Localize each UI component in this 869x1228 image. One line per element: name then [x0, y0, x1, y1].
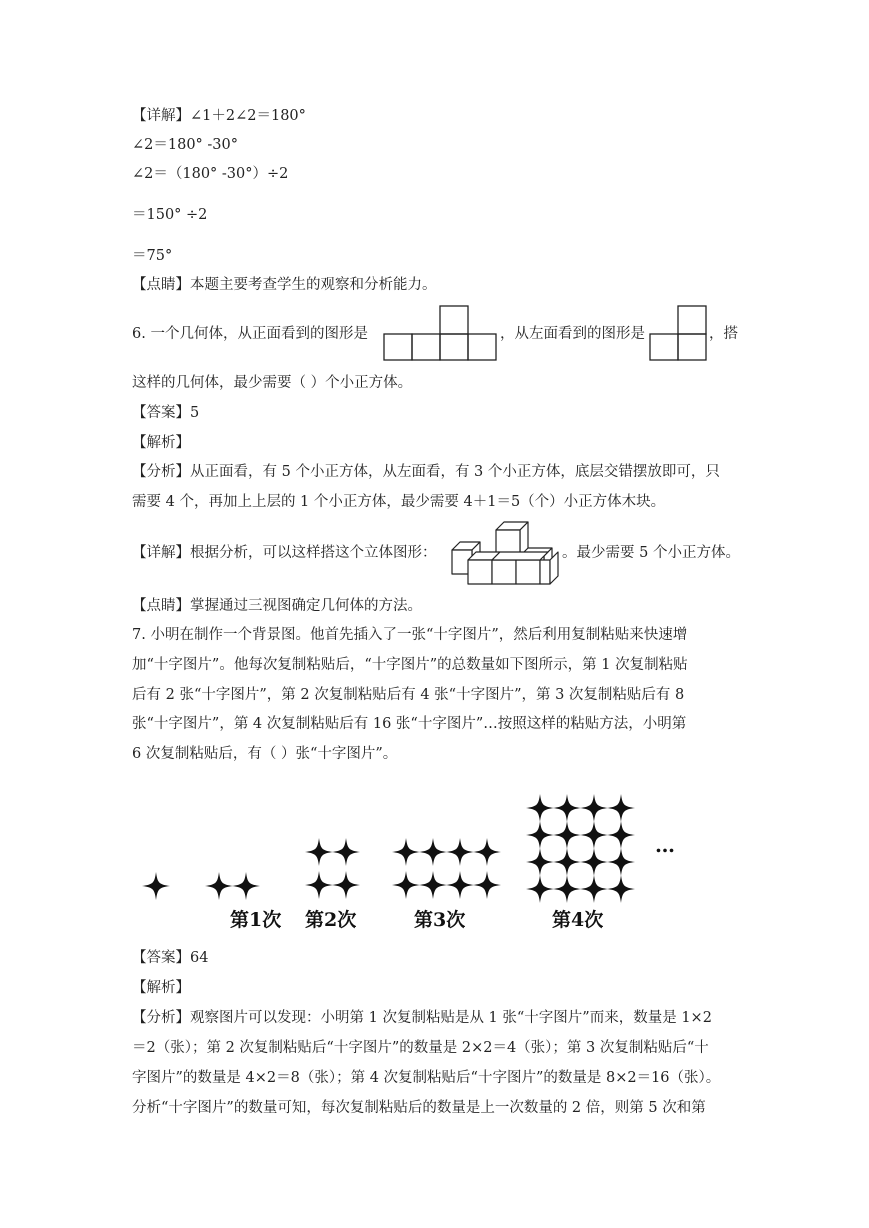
step-4-star-icon — [526, 875, 554, 903]
q6-detail-text-b: 。最少需要 5 个小正方体。 — [562, 545, 740, 561]
explain-line-2: ∠2＝180° -30° — [132, 137, 239, 153]
step-1-star-icon — [232, 872, 260, 900]
step-4-star-icon — [553, 875, 581, 903]
explain-line-4: ＝150° ÷2 — [132, 207, 208, 223]
step-2-star-icon — [305, 871, 333, 899]
step-2-star-icon — [332, 838, 360, 866]
q6-text-b: ，从左面看到的图形是 — [500, 326, 645, 342]
step-3-star-icon — [446, 871, 474, 899]
cube-stack-figure — [450, 520, 562, 586]
dianjing-line: 【点睛】本题主要考查学生的观察和分析能力。 — [132, 277, 437, 293]
q7-line-3: 后有 2 张“十字图片”，第 2 次复制粘贴后有 4 张“十字图片”，第 3 次复制粘贴后有 8 — [132, 687, 685, 703]
q6-dianjing: 【点睛】掌握通过三视图确定几何体的方法。 — [132, 598, 422, 614]
step-3-star-icon — [392, 838, 420, 866]
step-4-star-icon — [526, 848, 554, 876]
step-3-star-icon — [473, 871, 501, 899]
ellipsis-mark: … — [655, 833, 675, 857]
explain-line-1: 【详解】∠1＋2∠2＝180° — [132, 108, 306, 124]
step-4-star-icon — [553, 848, 581, 876]
step-3-star-icon — [419, 838, 447, 866]
step-2-star-icon — [332, 871, 360, 899]
step-3-star-icon — [473, 838, 501, 866]
step-4-star-icon — [580, 794, 608, 822]
cross-pictures-figure — [130, 780, 690, 940]
q6-analysis-heading: 【解析】 — [132, 435, 190, 451]
q6-question-line-2: 这样的几何体，最少需要（ ）个小正方体。 — [132, 375, 413, 391]
caption-1: 第1次 — [230, 909, 282, 931]
q6-text-a: 6. 一个几何体，从正面看到的图形是 — [132, 326, 368, 342]
step-4-star-icon — [526, 794, 554, 822]
step-4-star-icon — [553, 794, 581, 822]
q6-answer: 【答案】5 — [132, 405, 200, 421]
q7-analysis-line-2: ＝2（张）；第 2 次复制粘贴后“十字图片”的数量是 2×2＝4（张）；第 3 次复制粘贴后“十 — [132, 1040, 709, 1056]
q7-line-2: 加“十字图片”。他每次复制粘贴后，“十字图片”的总数量如下图所示，第 1 次复制粘贴 — [132, 657, 688, 673]
caption-3: 第3次 — [414, 909, 466, 931]
q7-line-4: 张“十字图片”，第 4 次复制粘贴后有 16 张“十字图片”…按照这样的粘贴方法，小明第 — [132, 716, 687, 732]
step-4-star-icon — [607, 875, 635, 903]
step-1-star-icon — [205, 872, 233, 900]
left-view-figure — [648, 304, 708, 362]
original-star-icon — [142, 872, 170, 900]
step-4-star-icon — [553, 821, 581, 849]
q7-analysis-line-1: 【分析】观察图片可以发现：小明第 1 次复制粘贴是从 1 张“十字图片”而来，数量是 1×2 — [132, 1010, 712, 1026]
explain-line-5: ＝75° — [132, 248, 173, 264]
explain-line-3: ∠2＝（180° -30°）÷2 — [132, 166, 289, 182]
step-4-star-icon — [607, 821, 635, 849]
q7-analysis-line-3: 字图片”的数量是 4×2＝8（张）；第 4 次复制粘贴后“十字图片”的数量是 8×2＝16（张）。 — [132, 1070, 721, 1086]
q7-analysis-line-4: 分析“十字图片”的数量可知，每次复制粘贴后的数量是上一次数量的 2 倍，则第 5 次和第 — [132, 1100, 706, 1116]
step-4-star-icon — [607, 848, 635, 876]
caption-4: 第4次 — [552, 909, 604, 931]
step-4-star-icon — [607, 794, 635, 822]
step-2-star-icon — [305, 838, 333, 866]
front-view-figure — [382, 304, 498, 362]
step-4-star-icon — [526, 821, 554, 849]
q6-analysis-line-1: 【分析】从正面看，有 5 个小正方体，从左面看，有 3 个小正方体，底层交错摆放即可，只 — [132, 464, 720, 480]
step-3-star-icon — [446, 838, 474, 866]
caption-2: 第2次 — [305, 909, 357, 931]
q7-answer: 【答案】64 — [132, 950, 209, 966]
step-4-star-icon — [580, 875, 608, 903]
step-4-star-icon — [580, 821, 608, 849]
step-3-star-icon — [419, 871, 447, 899]
q7-analysis-heading: 【解析】 — [132, 980, 190, 996]
step-4-star-icon — [580, 848, 608, 876]
q7-line-5: 6 次复制粘贴后，有（ ）张“十字图片”。 — [132, 746, 398, 762]
q6-question-line-1 — [132, 324, 368, 344]
q6-text-c: ，搭 — [709, 326, 738, 342]
step-3-star-icon — [392, 871, 420, 899]
q7-line-1: 7. 小明在制作一个背景图。他首先插入了一张“十字图片”，然后利用复制粘贴来快速增 — [132, 627, 688, 643]
q6-analysis-line-2: 需要 4 个，再加上上层的 1 个小正方体，最少需要 4＋1＝5（个）小正方体木块。 — [132, 494, 666, 510]
q6-detail-text-a: 【详解】根据分析，可以这样搭这个立体图形： — [132, 545, 437, 561]
